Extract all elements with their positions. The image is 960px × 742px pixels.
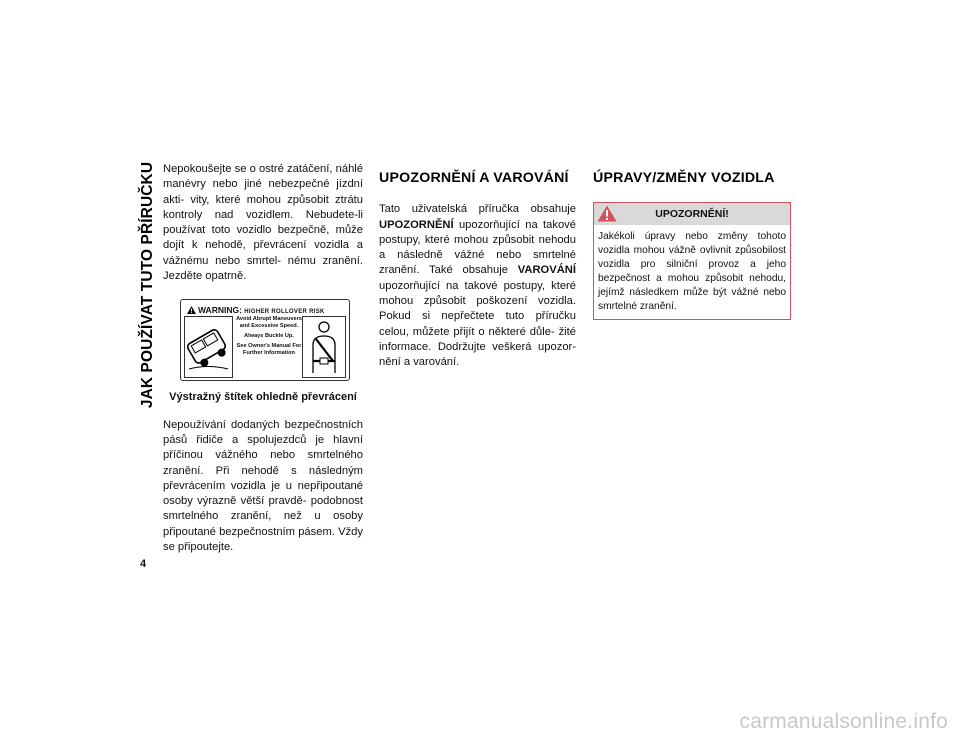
label-line-maneuvers: Avoid Abrupt Maneuvers and Excessive Speed. — [236, 316, 302, 330]
warning-triangle-icon — [187, 306, 196, 314]
warning-notice-box — [593, 202, 791, 320]
warnings-text-1: Tato uživatelská příručka obsahuje — [379, 203, 576, 216]
label-line-manual: See Owner's Manual For Further Information — [236, 342, 302, 356]
notice-title: UPOZORNĚNÍ! — [655, 208, 729, 221]
warnings-bold-upozorneni: UPOZORNĚNÍ — [379, 218, 454, 231]
column-1 — [163, 162, 363, 555]
seatbelt-person-icon — [302, 316, 346, 378]
warnings-text-2: upozorňující na takové postupy, které mohou způsobit nehodu a následně vážné nebo smrtelné zranění. Také obsahuje — [379, 218, 576, 277]
chapter-title-text: JAK POUŽÍVAT TUTO PŘÍRUČKU — [139, 161, 156, 409]
label-caption: Výstražný štítek ohledně převrácení — [169, 391, 357, 404]
page-number: 4 — [140, 558, 147, 570]
label-line-buckle: Always Buckle Up. — [244, 332, 294, 339]
column-3 — [593, 171, 793, 320]
rollover-paragraph: Nepokoušejte se o ostré zatáčení, náhlé manévry nebo jiné nebezpečné jízdní akti- vity, které mohou způsobit ztrátu kontroly nad vozidlem. Nebudete-li používat toto vozidlo bezpečně, může dojít k nehodě, převrácení vozidla a vážnému nebo smrtel- nému zranění. Jezděte opatrně. — [163, 163, 363, 283]
chapter-side-title — [136, 150, 160, 420]
label-risk-text: HIGHER ROLLOVER RISK — [244, 309, 325, 316]
column-2 — [379, 171, 576, 371]
label-warning-word: WARNING: — [198, 305, 242, 316]
watermark: carmanualsonline.info — [739, 710, 948, 733]
rollover-car-icon — [184, 316, 233, 378]
section-heading-modifications: ÚPRAVY/ZMĚNY VOZIDLA — [593, 170, 775, 186]
section-heading-warnings: UPOZORNĚNÍ A VAROVÁNÍ — [379, 170, 569, 186]
alert-triangle-icon — [597, 205, 617, 222]
warnings-paragraph — [379, 202, 576, 370]
seatbelt-paragraph: Nepoužívání dodaných bezpečnostních pásů řidiče a spolujezdců je hlavní příčinou vážného nebo smrtelného zranění. Při nehodě s následným převrácením vozidla je u nepřipoutané osoby výrazně větší pravdě- podobnost smrtelného zranění, než u osoby připoutané bezpečnostním pásem. Vždy se připoutejte. — [163, 418, 363, 554]
warnings-bold-varovani: VAROVÁNÍ — [517, 264, 576, 277]
notice-header — [594, 203, 790, 225]
warnings-text-3: upozorňující na takové postupy, které mohou způsobit poškození vozidla. Pokud si nepřečtete tuto příručku celou, můžete přijít o některé důle- žité informace. Dodržujte veškerá upozor- nění a varování. — [379, 279, 576, 369]
rollover-warning-label — [180, 299, 350, 381]
notice-text: Jakékoli úpravy nebo změny tohoto vozidla mohou vážně ovlivnit způsobilost vozidla pro silniční provoz a jeho bezpečnost a mohou způsobit nehodu, jejímž následkem může být vážné nebo smrtelné zranění. — [598, 231, 786, 313]
label-instructions — [233, 316, 305, 359]
